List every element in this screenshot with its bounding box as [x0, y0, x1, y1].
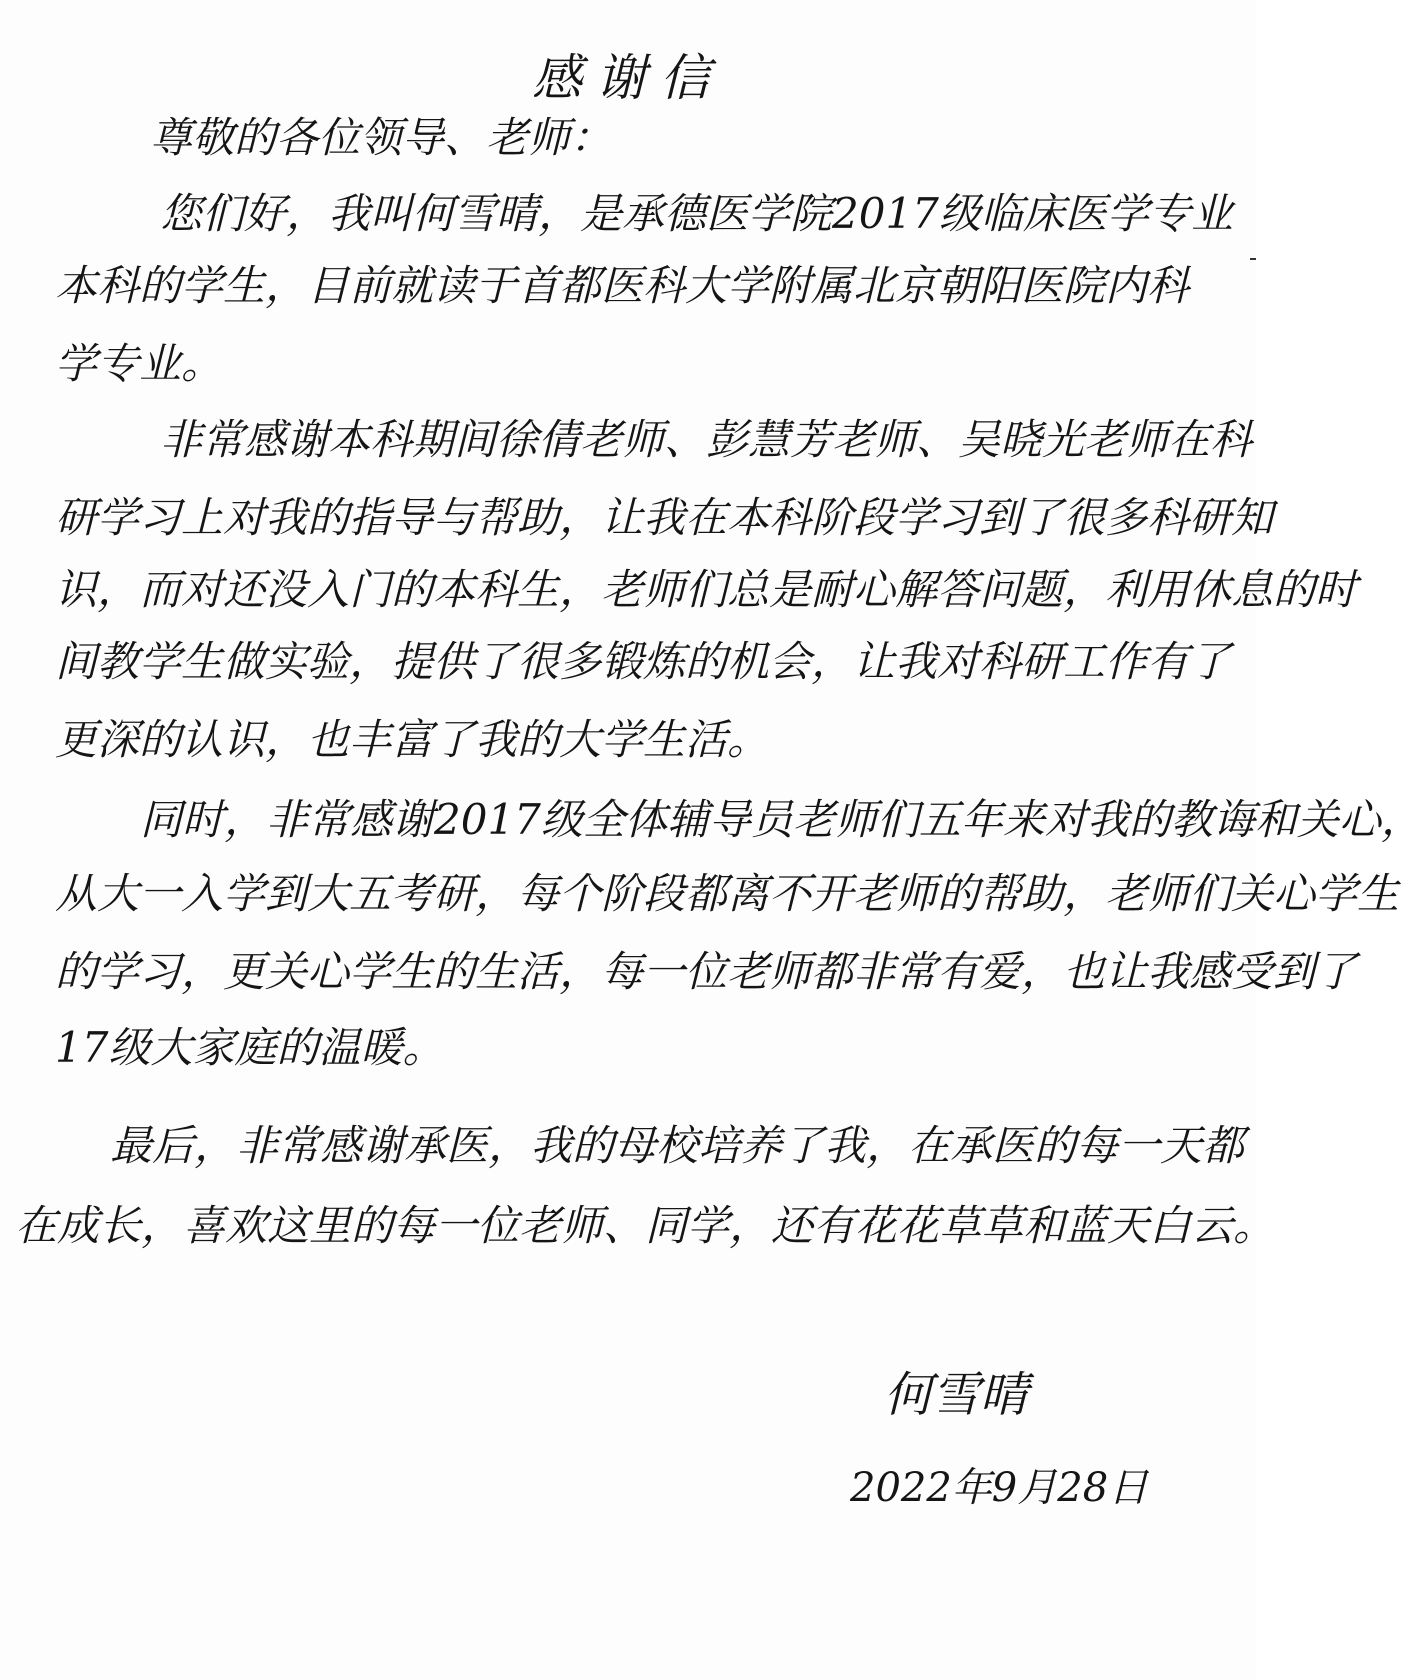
letter-line: 本科的学生，目前就读于首都医科大学附属北京朝阳医院内科 — [55, 261, 1190, 310]
salutation: 尊敬的各位领导、老师： — [150, 113, 613, 162]
letter-line: 的学习，更关心学生的生活，每一位老师都非常有爱，也让我感受到了 — [55, 947, 1358, 996]
letter-line: 非常感谢本科期间徐倩老师、彭慧芳老师、吴晓光老师在科 — [160, 415, 1253, 464]
letter-line: 17级大家庭的温暖。 — [55, 1023, 445, 1072]
letter-line: 从大一入学到大五考研，每个阶段都离不开老师的帮助，老师们关心学生 — [55, 869, 1400, 918]
signature: 何雪晴 — [884, 1367, 1029, 1423]
letter-date: 2022年9月28日 — [850, 1465, 1149, 1511]
letter-line: 在成长，喜欢这里的每一位老师、同学，还有花花草草和蓝天白云。 — [15, 1201, 1276, 1250]
letter-line: 更深的认识，也丰富了我的大学生活。 — [55, 715, 770, 764]
letter-line: 间教学生做实验，提供了很多锻炼的机会，让我对科研工作有了 — [55, 637, 1232, 686]
edge-mark — [1250, 258, 1256, 260]
letter-line: 学专业。 — [55, 339, 224, 388]
letter-line: 您们好，我叫何雪晴，是承德医学院2017级临床医学专业 — [160, 189, 1233, 238]
letter-line: 最后，非常感谢承医，我的母校培养了我，在承医的每一天都 — [110, 1121, 1245, 1170]
letter-line: 研学习上对我的指导与帮助，让我在本科阶段学习到了很多科研知 — [55, 493, 1274, 542]
letter-line: 同时，非常感谢2017级全体辅导员老师们五年来对我的教诲和关心， — [140, 795, 1423, 844]
letter-line: 识，而对还没入门的本科生，老师们总是耐心解答问题，利用休息的时 — [55, 565, 1358, 614]
letter-title: 感谢信 — [532, 49, 724, 107]
